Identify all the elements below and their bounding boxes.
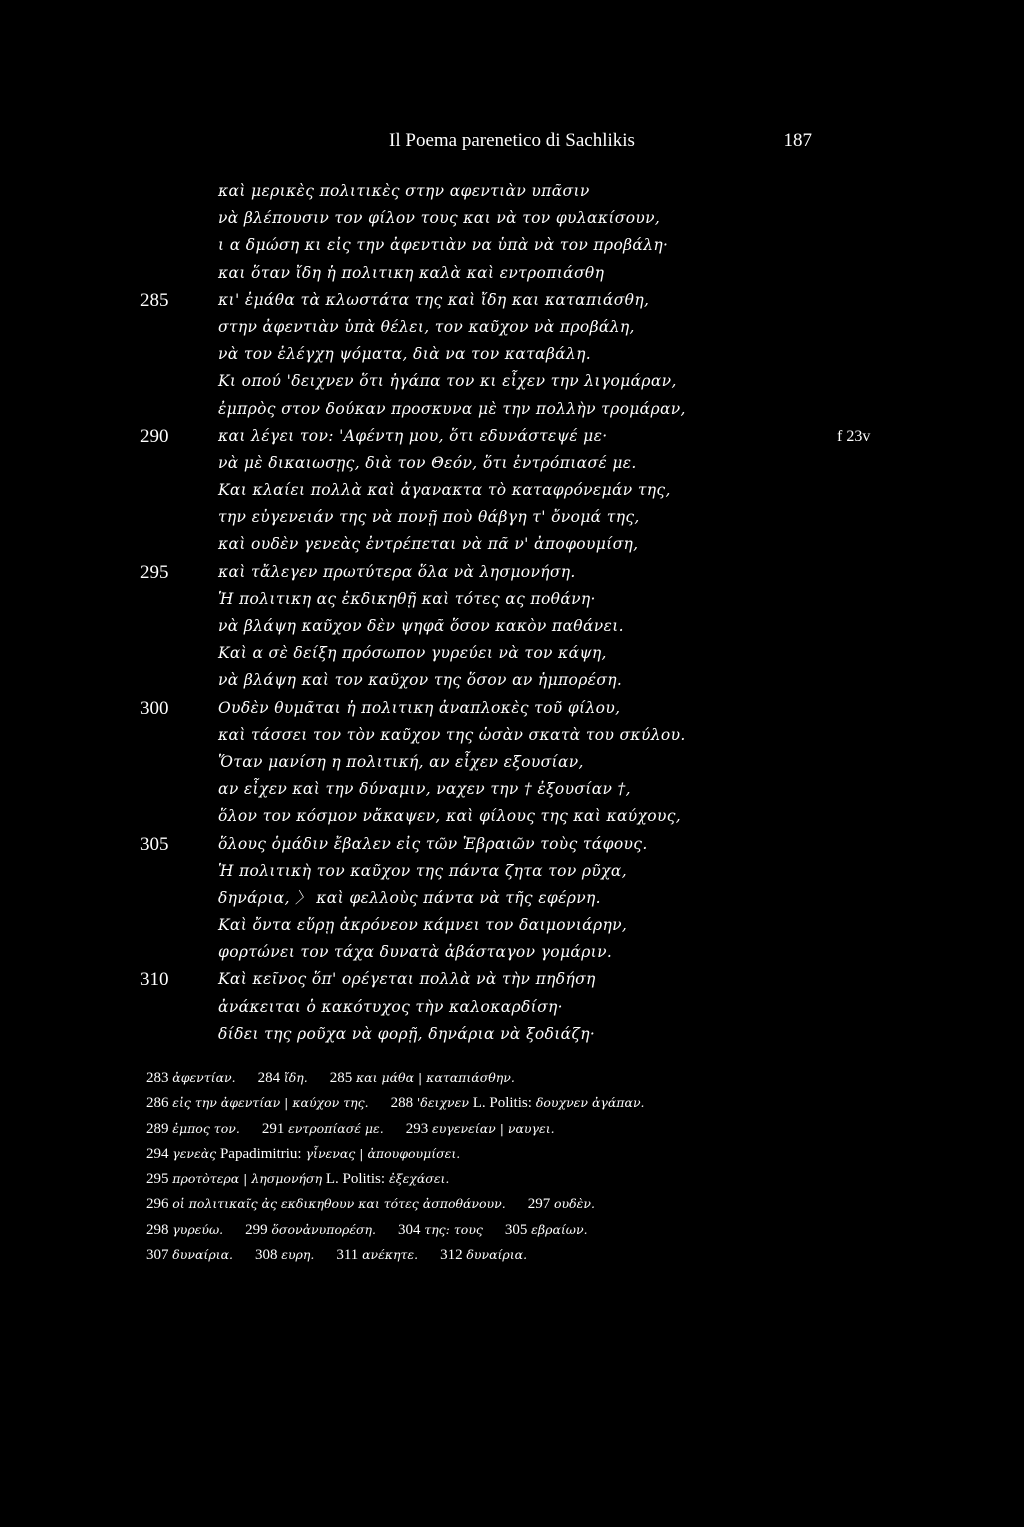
apparatus-entry (330, 1071, 515, 1086)
apparatus-entry (146, 1197, 506, 1212)
verse-line (0, 776, 1024, 803)
apparatus-reading: εντροπίασέ με. (288, 1120, 384, 1136)
verse-text: Καὶ ὄντα εὕρῃ ἀκρόνεον κάμνει τον δαιμονιάρην, (218, 916, 628, 935)
apparatus-entry (440, 1248, 527, 1263)
verse-line (0, 722, 1024, 749)
apparatus-reading: ευρη. (281, 1247, 315, 1263)
verse-text: δίδει της ροῦχα νὰ φορῇ, δηνάρια νὰ ξοδιάζη· (218, 1024, 596, 1043)
verse-line (0, 640, 1024, 667)
verse-line (0, 885, 1024, 912)
verse-line (0, 205, 1024, 232)
apparatus-reading: γἶνενας | ἀπουφουμίσει. (301, 1145, 461, 1161)
apparatus-reading: ἐξεχάσει. (385, 1171, 450, 1187)
verse-text: και λέγει τον: 'Αφέντη μου, ὅτι εδυνάστεψέ με· (218, 426, 608, 445)
verse-text: Καὶ α σὲ δείξη πρόσωπον γυρεύει νὰ τον κάψη, (218, 644, 607, 663)
verse-line (0, 559, 1024, 586)
apparatus-line (146, 1166, 866, 1191)
verse-line (0, 396, 1024, 423)
verse-number: 285 (140, 289, 169, 311)
verse-text: Καὶ κεῖνος ὅπ' ορέγεται πολλὰ νὰ τὴν πηδήση (218, 970, 596, 989)
verse-line (0, 858, 1024, 885)
verse-line (0, 695, 1024, 722)
apparatus-reading: προτὸτερα | λησμονήση (172, 1171, 323, 1187)
apparatus-reading: γενεὰς (172, 1145, 217, 1161)
verse-text: ι α δμώση κι εἰς την ἀφεντιὰν να ὑπὰ νὰ τον προβάλη· (218, 236, 669, 255)
verse-text: νὰ βλέπουσιν τον φίλον τους και νὰ τον φυλακίσουν, (218, 209, 661, 228)
apparatus-entry (146, 1172, 449, 1187)
verse-number: 305 (140, 833, 169, 855)
verse-number: 290 (140, 425, 169, 447)
apparatus-entry (336, 1248, 418, 1263)
apparatus-reading: της: (424, 1221, 450, 1237)
apparatus-entry (528, 1197, 595, 1212)
verse-text: ὅλον τον κόσμον νἄκαψεν, καὶ φίλους της καὶ καύχους, (218, 807, 682, 826)
apparatus-reading: οἱ πολιτικαῖς ἀς εκδικηθουν και τότες ἀσποθάνουν. (172, 1196, 506, 1212)
verse-line (0, 450, 1024, 477)
apparatus-verse-number: 308 (254, 1247, 282, 1264)
verse-text: και ὅταν ἴδη ἡ πολιτικη καλὰ καὶ εντροπιάσθη (218, 263, 605, 282)
verse-text: καὶ ουδὲν γενεὰς ἐντρέπεται νὰ πᾶ ν' ἀποφουμίση, (218, 535, 639, 554)
verse-line (0, 368, 1024, 395)
verse-line (0, 423, 1024, 450)
folio-marker: f 23v (837, 427, 871, 445)
apparatus-verse-number: 294 (146, 1145, 173, 1162)
apparatus-verse-number: 296 (146, 1196, 173, 1213)
apparatus-entry (258, 1071, 308, 1086)
verse-text: νὰ βλάψη καὶ τον καῦχον της ὅσον αν ἠμπορέση. (218, 671, 623, 690)
apparatus-entry (146, 1071, 236, 1086)
apparatus-reading: 'δειχνεν (416, 1095, 469, 1111)
page-number: 187 (783, 130, 812, 151)
verse-line (0, 912, 1024, 939)
apparatus-entry (262, 1122, 384, 1137)
verse-text: Και κλαίει πολλὰ καὶ ἀγανακτα τὸ καταφρόνεμάν της, (218, 481, 671, 500)
apparatus-editor: L. Politis: (322, 1171, 385, 1188)
apparatus-editor: Papadimitriu: (216, 1145, 302, 1162)
verse-line (0, 260, 1024, 287)
apparatus-entry (406, 1122, 555, 1137)
apparatus-reading: γυρεύω. (172, 1221, 224, 1237)
verse-text: φορτώνει τον τάχα δυνατὰ ἀβάσταγον γομάριν. (218, 943, 613, 962)
apparatus-verse-number: 307 (146, 1247, 173, 1264)
verse-line (0, 831, 1024, 858)
verse-text: στην ἀφεντιὰν ὑπὰ θέλει, τον καῦχον νὰ προβάλη, (218, 317, 635, 336)
verse-text: νὰ τον ἐλέγχη ψόματα, διὰ να τον καταβάλη. (218, 345, 592, 364)
apparatus-verse-number: 312 (440, 1247, 467, 1264)
apparatus-line (146, 1141, 866, 1166)
apparatus-verse-number: 299 (245, 1221, 272, 1238)
verse-line (0, 504, 1024, 531)
page-header (0, 128, 1024, 158)
apparatus-editor: L. Politis: (468, 1095, 532, 1112)
apparatus-verse-number: 295 (146, 1171, 173, 1188)
verse-text: ἐμπρὸς στον δούκαν προσκυνα μὲ την πολλὴν τρομάραν, (218, 399, 686, 418)
verse-line (0, 1021, 1024, 1048)
apparatus-reading: ανέκητε. (362, 1247, 419, 1263)
apparatus-reading: δυναίρια. (466, 1247, 528, 1263)
apparatus-entry (245, 1223, 376, 1238)
apparatus-entry (146, 1122, 240, 1137)
verse-text: κι' ἐμάθα τὰ κλωστάτα της καὶ ἴδη και καταπιάσθη, (218, 290, 650, 309)
verse-text: ὅλους ὁμάδιν ἔβαλεν εἰς τῶν Ἑβραιῶν τοὺς τάφους. (218, 834, 648, 853)
verse-line (0, 314, 1024, 341)
apparatus-verse-number: 283 (146, 1070, 173, 1086)
apparatus-verse-number: 305 (504, 1221, 532, 1238)
apparatus-reading: ὅσονἀνυπορέση. (271, 1221, 377, 1237)
poem-text (0, 178, 1024, 1048)
verse-text: ἀνάκειται ὁ κακότυχος τὴν καλοκαρδίση· (218, 997, 563, 1016)
verse-line (0, 341, 1024, 368)
apparatus-line (146, 1065, 866, 1090)
apparatus-reading: εβραίων. (531, 1221, 588, 1237)
verse-text: καὶ μερικὲς πολιτικὲς στην αφεντιὰν υπᾶσιν (218, 182, 590, 200)
verse-text: Κι οπού 'δειχνεν ὅτι ἠγάπα τον κι εἶχεν την λιγομάραν, (218, 372, 677, 391)
verse-number: 300 (140, 697, 169, 719)
apparatus-reading: ἴδη. (283, 1070, 308, 1085)
verse-line (0, 667, 1024, 694)
verse-text: Ἡ πολιτικη ας ἐκδικηθῇ καὶ τότες ας ποθάνη· (218, 589, 596, 608)
apparatus-entry (505, 1223, 588, 1238)
verse-line (0, 994, 1024, 1021)
verse-text: καὶ τἄλεγεν πρωτύτερα ὅλα νὰ λησμονήση. (218, 562, 576, 581)
apparatus-verse-number: 291 (261, 1120, 289, 1137)
apparatus-entry (146, 1248, 233, 1263)
critical-apparatus (146, 1065, 866, 1267)
apparatus-verse-number: 288 (390, 1095, 417, 1112)
apparatus-verse-number: 311 (336, 1247, 363, 1264)
verse-line (0, 803, 1024, 830)
running-title: Il Poema parenetico di Sachlikis (389, 130, 635, 151)
verse-line (0, 477, 1024, 504)
verse-text: Ἡ πολιτικὴ τον καῦχον της πάντα ζητα τον ρῦχα, (218, 861, 627, 880)
apparatus-verse-number: 304 (398, 1221, 425, 1238)
apparatus-verse-number: 297 (527, 1196, 554, 1213)
verse-text: Ὅταν μανίση η πολιτική, αν εἶχεν εξουσίαν, (218, 752, 584, 771)
apparatus-entry (255, 1248, 314, 1263)
verse-line (0, 232, 1024, 259)
verse-line (0, 586, 1024, 613)
apparatus-entry (146, 1147, 460, 1162)
apparatus-verse-number: 298 (146, 1221, 173, 1238)
verse-line (0, 939, 1024, 966)
apparatus-entry (398, 1223, 483, 1238)
apparatus-reading: εἰς την ἀφεντίαν | καύχον της. (172, 1095, 369, 1111)
apparatus-verse-number: 289 (146, 1120, 173, 1137)
verse-text: την εὐγενειάν της νὰ πονῇ ποὺ θάβγη τ' ὄνομά της, (218, 508, 640, 527)
verse-text: νὰ βλάψη καῦχον δὲν ψηφᾶ ὅσον κακὸν παθάνει. (218, 617, 624, 635)
apparatus-reading: ευγενείαν | ναυγει. (432, 1120, 555, 1136)
verse-number: 310 (140, 969, 169, 991)
verse-line (0, 966, 1024, 993)
apparatus-line (146, 1191, 866, 1216)
verse-text: αν εἶχεν καὶ την δύναμιν, ναχεν την † ἐξουσίαν †, (218, 780, 631, 799)
apparatus-line (146, 1090, 866, 1115)
apparatus-line (146, 1217, 866, 1242)
verse-text: δηνάρια, 〉 καὶ φελλοὺς πάντα νὰ τῆς εφέρνη. (218, 888, 601, 907)
verse-number: 295 (140, 561, 169, 583)
verse-line (0, 287, 1024, 314)
apparatus-verse-number: 293 (405, 1120, 432, 1137)
apparatus-reading: τους (449, 1221, 483, 1237)
verse-line (0, 749, 1024, 776)
apparatus-reading: ἀφεντίαν. (172, 1070, 236, 1085)
apparatus-line (146, 1242, 866, 1267)
apparatus-entry (391, 1096, 645, 1111)
apparatus-reading: δουχνεν ἀγάπαν. (531, 1095, 645, 1111)
apparatus-verse-number: 284 (257, 1070, 284, 1086)
apparatus-reading: ουδὲν. (553, 1196, 595, 1212)
apparatus-line (146, 1116, 866, 1141)
apparatus-reading: ἐμπος τον. (172, 1120, 240, 1136)
apparatus-entry (146, 1223, 223, 1238)
apparatus-reading: και μάθα | καταπιάσθην. (355, 1070, 515, 1085)
verse-text: νὰ μὲ δικαιωσῃς, διὰ τον Θεόν, ὅτι ἐντρόπιασέ με. (218, 453, 637, 472)
apparatus-entry (146, 1096, 369, 1111)
verse-line (0, 531, 1024, 558)
verse-text: Ουδὲν θυμᾶται ἡ πολιτικη ἀναπλοκὲς τοῦ φίλου, (218, 698, 621, 717)
apparatus-verse-number: 286 (146, 1095, 173, 1112)
apparatus-verse-number: 285 (329, 1070, 356, 1086)
verse-line (0, 178, 1024, 205)
apparatus-reading: δυναίρια. (172, 1247, 233, 1263)
verse-line (0, 613, 1024, 640)
verse-text: καὶ τάσσει τον τὸν καῦχον της ὡσὰν σκατὰ του σκύλου. (218, 725, 686, 744)
